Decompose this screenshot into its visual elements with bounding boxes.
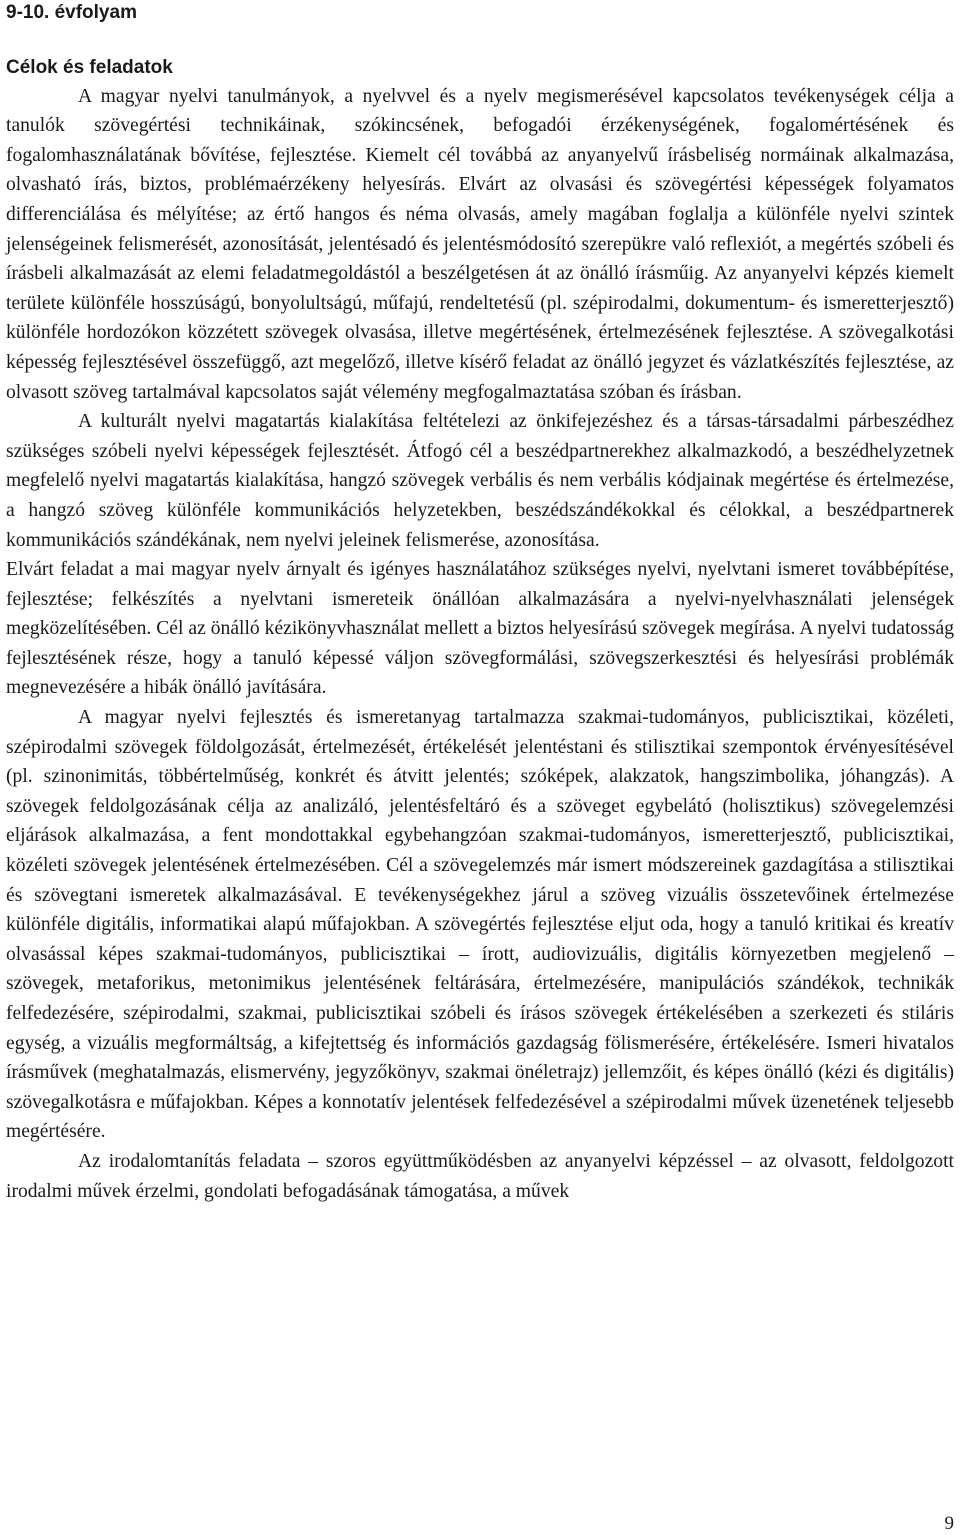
section-title: Célok és feladatok [6,57,173,78]
paragraph-text-analysis: A magyar nyelvi fejlesztés és ismeretanyag tartalmazza szakmai-tudományos, publicisztikai, közéleti, szépirodalmi szövegek földolgozását, értelmezését, értékelését jelentéstani és stilisztikai szempontok érvényesítésével (pl. szinonimitás, többértelműség, konkrét és átvitt jelentés; szóképek, alakzatok, hangszimbolika, jóhangzás). A szövegek feldolgozásának célja az analizáló, jelentésfeltáró és a szöveget egybelátó (holisztikus) szövegelemzési eljárások alkalmazása, a fent mondottakkal egybehangzóan szakmai-tudományos, ismeretterjesztő, publicisztikai, közéleti szövegek jelentésének értelmezésében. Cél a szövegelemzés már ismert módszereinek gazdagítása a stilisztikai és szövegtani ismeretek alkalmazásával. E tevékenységekhez járul a szöveg vizuális összetevőinek értelmezése különféle digitális, informatikai alapú műfajokban. A szövegértés fejlesztése eljut oda, hogy a tanuló kritikai és kreatív olvasással képes szakmai-tudományos, publicisztikai – írott, audiovizuális, digitális környezetben megjelenő – szövegek, metaforikus, metonimikus jelentésének feltárására, értelmezésére, manipulációs szándékok, technikák felfedezésére, szépirodalmi, szakmai, publicisztikai szóbeli és írásos szövegek értékelésében a szerkezeti és stiláris egység, a vizuális megformáltság, a kifejtettség és információs gazdagság fölismerésére, értékelésére. Ismeri hivatalos írásművek (meghatalmazás, elismervény, jegyzőkönyv, szakmai önéletrajz) jellemzőit, és képes önálló (kézi és digitális) szövegalkotásra e műfajokban. Képes a konnotatív jelentések felfedezésével a szépirodalmi művek üzenetének teljesebb megértésére. [6,707,954,1143]
paragraph-grammar-knowledge: Elvárt feladat a mai magyar nyelv árnyalt és igényes használatához szükséges nyelvi, nyelvtani ismeret továbbépítése, fejlesztése; felkészítés a nyelvtani ismereteik önállóan alkalmazására a nyelvi-nyelvhasználati jelenségek megközelítésében. Cél az önálló kézikönyvhasználat mellett a biztos helyesírású szövegek megírása. A nyelvi tudatosság fejlesztésének része, hogy a tanuló képessé váljon szövegformálási, szövegszerkesztési és helyesírási problémák megnevezésére a hibák önálló javítására. [6,559,954,699]
paragraph-cultured-language-behavior: A kulturált nyelvi magatartás kialakítása feltételezi az önkifejezéshez és a társas-társadalmi párbeszédhez szükséges szóbeli nyelvi képességek fejlesztését. Átfogó cél a beszédpartnerekhez alkalmazkodó, a beszédhelyzetnek megfelelő nyelvi magatartás kialakítása, hangzó szövegek verbális és nem verbális kódjainak megértése és értelmezése, a hangzó szöveg különféle kommunikációs helyzetekben, beszédszándékokkal és célokkal, a beszédpartnerek kommunikációs szándékának, nem nyelvi jeleinek felismerése, azonosítása. [6,411,954,551]
paragraph-literature-teaching: Az irodalomtanítás feladata – szoros együttműködésben az anyanyelvi képzéssel – az olvasott, feldolgozott irodalmi művek érzelmi, gondolati befogadásának támogatása, a művek [6,1150,954,1202]
grade-heading: 9-10. évfolyam [6,2,137,23]
document-page [6,0,954,1206]
paragraph-language-goals: A magyar nyelvi tanulmányok, a nyelvvel és a nyelv megismerésével kapcsolatos tevékenységek célja a tanulók szövegértési technikáinak, szókincsének, befogadói érzékenységének, fogalomértésének és fogalomhasználatának bővítése, fejlesztése. Kiemelt cél továbbá az anyanyelvű írásbeliség normáinak alkalmazása, olvasható írás, biztos, problémaérzékeny helyesírás. Elvárt az olvasási és szövegértési képességek folyamatos differenciálása és mélyítése; az értő hangos és néma olvasás, amely magában foglalja a különféle nyelvi szintek jelenségeinek felismerését, azonosítását, jelentésadó és jelentésmódosító szerepükre való reflexiót, a megértés szóbeli és írásbeli alkalmazását az elemi feladatmegoldástól a beszélgetésen át az önálló írásműig. Az anyanyelvi képzés kiemelt területe különféle hosszúságú, bonyolultságú, műfajú, rendeltetésű (pl. szépirodalmi, dokumentum- és ismeretterjesztő) különféle hordozókon közzétett szövegek olvasása, illetve megértésének, értelmezésének fejlesztése. A szövegalkotási képesség fejlesztésével összefüggő, azt megelőző, illetve kísérő feladat az önálló jegyzet és vázlatkészítés fejlesztése, az olvasott szöveg tartalmával kapcsolatos saját vélemény megfogalmaztatása szóban és írásban. [6,85,954,403]
page-number: 9 [944,1513,954,1534]
